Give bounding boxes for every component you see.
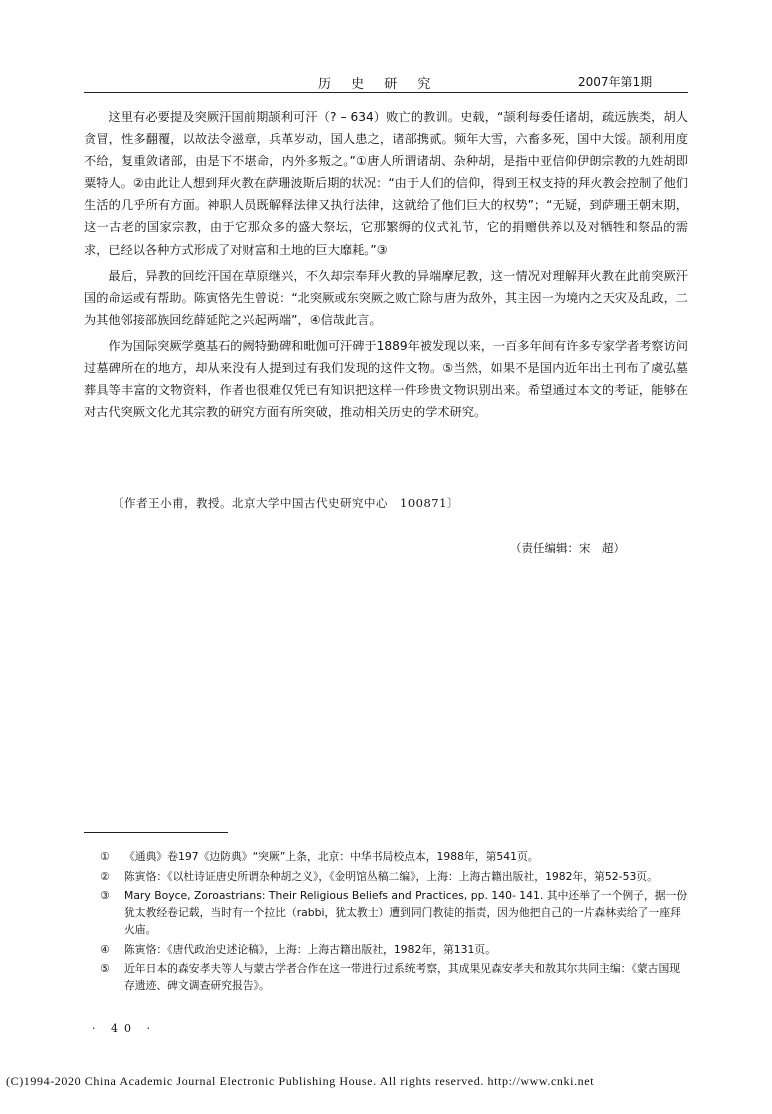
footnote-text: 陈寅恪：《以杜诗证唐史所谓杂种胡之义》，《金明馆丛稿二编》，上海：上海古籍出版社，1982年，第52-53页。 <box>124 869 658 883</box>
footnotes <box>100 848 690 997</box>
article-body <box>84 106 688 427</box>
footnote-item <box>100 868 690 885</box>
body-paragraph: 作为国际突厥学奠基石的阙特勤碑和毗伽可汗碑于1889年被发现以来，一百多年间有许多专家学者考察访问过墓碑所在的地方，却从来没有人提到过有我们发现的这件文物。⑤当然，如果不是国内近年出土刊布了虞弘墓葬具等丰富的文物资料，作者也很难仅凭已有知识把这样一件珍贵文物识别出来。希望通过本文的考证，能够在对古代突厥文化尤其宗教的研究方面有所突破，推动相关历史的学术研究。 <box>84 338 688 420</box>
footnote-text: 近年日本的森安孝夫等人与蒙古学者合作在这一带进行过系统考察，其成果见森安孝夫和敖其尔共同主编：《蒙古国现存遗迹、碑文调查研究报告》。 <box>124 962 681 992</box>
footnote-item <box>100 848 690 865</box>
page-number: · 40 · <box>92 1022 156 1035</box>
body-paragraph: 最后，异教的回纥汗国在草原继兴，不久却宗奉拜火教的异端摩尼教，这一情况对理解拜火教在此前突厥汗国的命运或有帮助。陈寅恪先生曾说：“北突厥或东突厥之败亡除与唐为敌外，其主因一为境内之天灾及乱政，二为其他邻接部族回纥薛延陀之兴起两端”，④信哉此言。 <box>84 268 688 327</box>
header-divider <box>84 92 688 93</box>
footnote-item <box>100 887 690 938</box>
journal-title: 历 史 研 究 <box>318 77 439 92</box>
footnote-item <box>100 960 690 994</box>
footnote-mark: ⑤ <box>100 962 110 975</box>
copyright-line: (C)1994-2020 China Academic Journal Electronic Publishing House. All rights reserved. http://www.cnki.net <box>6 1074 595 1088</box>
footnote-mark: ④ <box>100 942 110 956</box>
responsible-editor: （责任编辑：宋 超） <box>510 541 625 555</box>
footnote-item <box>100 941 690 958</box>
author-byline: 〔作者王小甫，教授。北京大学中国古代史研究中心 100871〕 <box>112 496 459 510</box>
body-paragraph: 这里有必要提及突厥汗国前期颉利可汗（? – 634）败亡的教训。史载，“颉利每委任诸胡，疏远族类，胡人贪冒，性多翻覆，以故法令滋章，兵革岁动，国人患之，诸部携贰。频年大雪，六畜多死，国中大馁。颉利用度不给，复重敛诸部，由是下不堪命，内外多叛之。”①唐人所谓诸胡、杂种胡，是指中亚信仰伊朗宗教的九姓胡即粟特人。②由此让人想到拜火教在萨珊波斯后期的状况：“由于人们的信仰，得到王权支持的拜火教会控制了他们生活的几乎所有方面。神职人员既解释法律又执行法律，这就给了他们巨大的权势”；“无疑，到萨珊王朝末期，这一古老的国家宗教，由于它那众多的盛大祭坛，它那繁缛的仪式礼节，它的捐赠供养以及对牺牲和祭品的需求，已经以各种方式形成了对财富和土地的巨大靡耗。”③ <box>84 110 688 257</box>
footnote-mark: ② <box>100 869 110 883</box>
footnote-mark: ① <box>100 850 110 863</box>
footnote-text: Mary Boyce, Zoroastrians: Their Religious Beliefs and Practices, pp. 140- 141. 其中还举了一个例子，据一份犹太教经卷记载，当时有一个拉比（rabbi，犹太教士）遭到同门教徒的指责，因为他把自己的一片森林卖给了一座拜火庙。 <box>124 889 688 936</box>
issue-label: 2007年第1期 <box>578 75 653 89</box>
footnote-mark: ③ <box>100 889 110 902</box>
footnote-text: 陈寅恪：《唐代政治史述论稿》，上海：上海古籍出版社，1982年，第131页。 <box>124 942 496 956</box>
footnote-divider <box>84 832 228 833</box>
footnote-text: 《通典》卷197《边防典》“突厥”上条，北京：中华书局校点本，1988年，第541页。 <box>124 850 539 863</box>
